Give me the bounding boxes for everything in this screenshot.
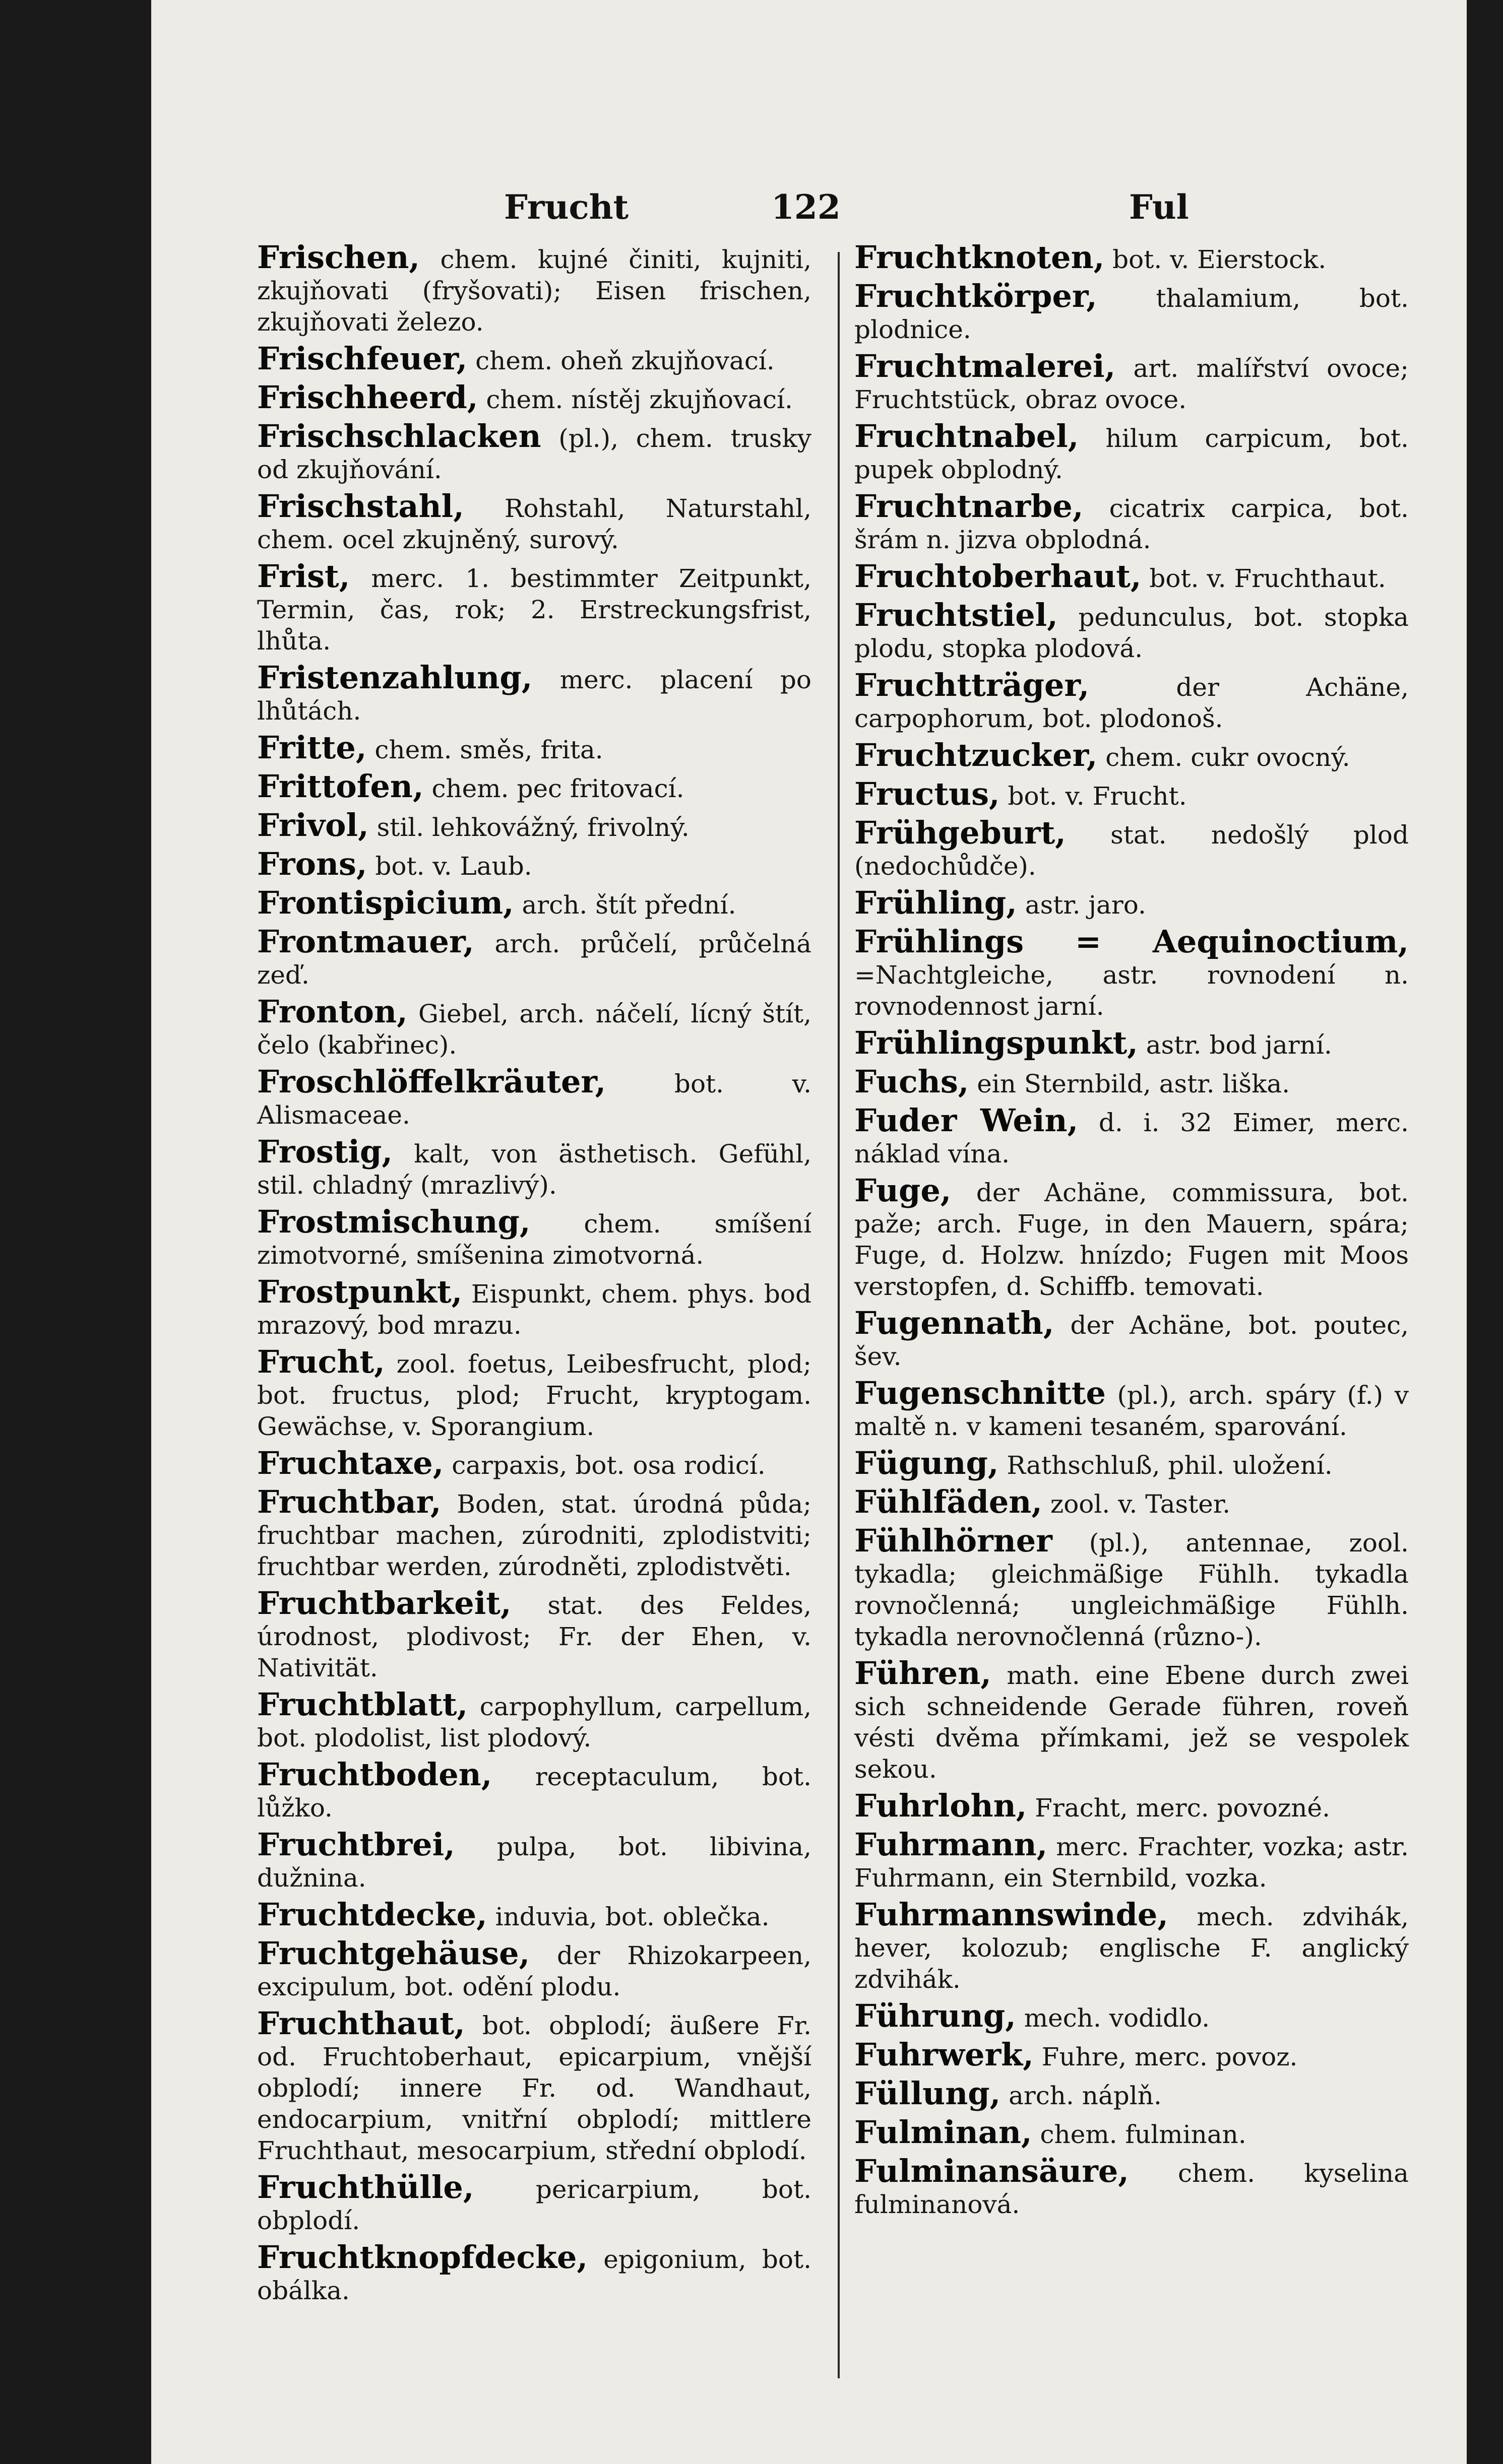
entry-headword: Fruchtknopfdecke,: [257, 2239, 588, 2276]
dictionary-entry: [854, 1063, 1409, 1100]
entry-headword: Frostmischung,: [257, 1203, 531, 1240]
dictionary-entry: [854, 2114, 1409, 2151]
entry-headword: Frontmauer,: [257, 923, 474, 960]
entry-headword: Fruchtaxe,: [257, 1445, 444, 1481]
entry-definition: pulpa, bot. libivina, dužnina.: [257, 1832, 811, 1893]
entry-headword: Fuhrmannswinde,: [854, 1896, 1168, 1933]
dictionary-page: [151, 0, 1467, 2464]
dictionary-entry: [257, 1133, 811, 1201]
entry-headword: Fuge,: [854, 1172, 952, 1209]
entry-definition: Giebel, arch. náčelí, lícný štít, čelo (kabřinec).: [257, 999, 811, 1060]
entry-definition: chem. smíšení zimotvorné, smíšenina zimotvorná.: [257, 1209, 811, 1270]
entry-headword: Frischschlacken: [257, 418, 541, 455]
dictionary-entry: [257, 1935, 811, 2002]
dictionary-entry: [854, 667, 1409, 734]
dictionary-entry: [854, 1102, 1409, 1170]
dictionary-entry: [257, 1273, 811, 1341]
entry-headword: Frischfeuer,: [257, 340, 468, 377]
dictionary-entry: [854, 2036, 1409, 2073]
entry-headword: Fuhrwerk,: [854, 2036, 1034, 2073]
entry-headword: Führung,: [854, 1997, 1016, 2034]
dictionary-entry: [854, 1305, 1409, 1372]
dictionary-entry: [257, 1063, 811, 1131]
dictionary-entry: [854, 278, 1409, 345]
entry-definition: stat. nedošlý plod (nedochůdče).: [854, 820, 1409, 881]
entry-definition: d. i. 32 Eimer, merc. náklad vína.: [854, 1108, 1409, 1169]
entry-definition: cicatrix carpica, bot. šrám n. jizva obplodná.: [854, 494, 1409, 554]
entry-definition: carpaxis, bot. osa rodicí.: [444, 1451, 766, 1480]
entry-headword: Führen,: [854, 1655, 991, 1692]
dictionary-entry: [854, 1172, 1409, 1302]
entry-definition: merc. Frachter, vozka; astr. Fuhrmann, ein Sternbild, vozka.: [854, 1832, 1409, 1893]
entry-definition: chem. oheň zkujňovací.: [467, 346, 775, 375]
entry-headword: Fruchtoberhaut,: [854, 558, 1142, 595]
entry-definition: (pl.), antennae, zool. tykadla; gleichmäßige Fühlh. tykadla rovnočlenná; ungleichmäßige Fühlh. tykadla nerovnočlenná (různo-).: [854, 1528, 1409, 1651]
entry-headword: Fructus,: [854, 775, 1000, 812]
entry-definition: chem. kyselina fulminanová.: [854, 2159, 1409, 2219]
dictionary-entry: [854, 1445, 1409, 1481]
entry-headword: Fritte,: [257, 729, 367, 766]
entry-headword: Frostig,: [257, 1133, 393, 1170]
dictionary-entry: [257, 1756, 811, 1824]
entry-headword: Fuhrlohn,: [854, 1787, 1027, 1824]
entry-headword: Fruchthaut,: [257, 2005, 465, 2042]
entry-headword: Fruchtmalerei,: [854, 348, 1116, 384]
dictionary-entry: [854, 737, 1409, 773]
entry-headword: Frivol,: [257, 807, 369, 844]
entry-headword: Fugennath,: [854, 1305, 1054, 1341]
entry-headword: Fühlhörner: [854, 1522, 1052, 1559]
entry-definition: Fuhre, merc. povoz.: [1033, 2042, 1298, 2071]
entry-headword: Fugenschnitte: [854, 1375, 1106, 1411]
dictionary-entry: [854, 923, 1409, 1022]
entry-definition: bot. v. Alismaceae.: [257, 1069, 811, 1130]
entry-headword: Fruchtkörper,: [854, 278, 1097, 314]
entry-definition: (pl.), chem. trusky od zkujňování.: [257, 424, 811, 484]
entry-definition: der Achäne, commissura, bot. paže; arch. Fuge, in den Mauern, spára; Fuge, d. Holzw. hnízdo; Fugen mit Moos verstopfen, d. Schiffb. temovati.: [854, 1178, 1409, 1301]
dictionary-entry: [257, 2169, 811, 2236]
dictionary-entry: [257, 1203, 811, 1271]
dictionary-entry: [854, 884, 1409, 921]
entry-headword: Fulminansäure,: [854, 2153, 1129, 2189]
dictionary-entry: [257, 768, 811, 805]
entry-definition: mech. zdvihák, hever, kolozub; englische F. anglický zdvihák.: [854, 1902, 1409, 1994]
entry-headword: Frühgeburt,: [854, 814, 1066, 851]
dictionary-entry: [257, 1445, 811, 1481]
dictionary-entry: [257, 1686, 811, 1754]
dictionary-entry: [854, 1375, 1409, 1442]
entry-headword: Fuchs,: [854, 1063, 969, 1100]
entry-headword: Fühlfäden,: [854, 1483, 1042, 1520]
entry-definition: induvia, bot. oblečka.: [487, 1902, 770, 1931]
entry-definition: chem. pec fritovací.: [423, 774, 684, 803]
dictionary-entry: [854, 558, 1409, 595]
entry-definition: merc. placení po lhůtách.: [257, 665, 811, 726]
dictionary-entry: [854, 1522, 1409, 1652]
entry-definition: stil. lehkovážný, frivolný.: [368, 813, 690, 842]
right-column: [854, 239, 1409, 2409]
entry-definition: Boden, stat. úrodná půda; fruchtbar machen, zúrodniti, zplodistviti; fruchtbar werden, zúrodněti, zplodistvěti.: [257, 1489, 811, 1581]
entry-headword: Fruchtbarkeit,: [257, 1585, 512, 1622]
entry-headword: Füllung,: [854, 2075, 1001, 2112]
entry-headword: Fruchtbar,: [257, 1483, 442, 1520]
entry-headword: Fulminan,: [854, 2114, 1032, 2151]
dictionary-entry: [854, 814, 1409, 882]
entry-headword: Fruchthülle,: [257, 2169, 474, 2206]
entry-definition: arch. náplň.: [1000, 2081, 1162, 2110]
entry-definition: stat. des Feldes, úrodnost, plodivost; Fr. der Ehen, v. Nativität.: [257, 1591, 811, 1682]
entry-definition: bot. obplodí; äußere Fr. od. Fruchtoberhaut, epicarpium, vnější obplodí; innere Fr. od. Wandhaut, endocarpium, vnitřní obplodí; mittlere Fruchthaut, mesocarpium, střední obplodí.: [257, 2011, 811, 2165]
entry-definition: astr. jaro.: [1017, 890, 1146, 920]
entry-definition: bot. v. Eierstock.: [1104, 245, 1327, 274]
dictionary-entry: [257, 418, 811, 485]
entry-headword: Frischen,: [257, 239, 420, 276]
header-right-guideword: Ful: [1129, 187, 1189, 227]
dictionary-entry: [854, 239, 1409, 276]
entry-headword: Frist,: [257, 558, 350, 595]
entry-headword: Fruchtblatt,: [257, 1686, 468, 1723]
dictionary-entry: [854, 348, 1409, 415]
entry-definition: bot. v. Frucht.: [999, 782, 1187, 811]
dictionary-entry: [257, 1343, 811, 1442]
entry-definition: hilum carpicum, bot. pupek obplodný.: [854, 424, 1409, 484]
dictionary-entry: [257, 729, 811, 766]
header-left-guideword: Frucht: [504, 187, 629, 227]
entry-headword: Frittofen,: [257, 768, 424, 805]
dictionary-entry: [854, 1024, 1409, 1061]
entry-definition: astr. bod jarní.: [1138, 1030, 1332, 1060]
left-column: [257, 239, 811, 2409]
entry-definition: Eispunkt, chem. phys. bod mrazový, bod mrazu.: [257, 1279, 811, 1340]
entry-definition: epigonium, bot. obálka.: [257, 2245, 811, 2305]
entry-definition: (pl.), arch. spáry (f.) v maltě n. v kameni tesaném, sparování.: [854, 1381, 1409, 1441]
entry-definition: receptaculum, bot. lůžko.: [257, 1762, 811, 1823]
entry-headword: Frühlingspunkt,: [854, 1024, 1138, 1061]
entry-headword: Frontispicium,: [257, 884, 514, 921]
entry-definition: Rohstahl, Naturstahl, chem. ocel zkujněný, surový.: [257, 494, 811, 554]
entry-definition: der Achäne, carpophorum, bot. plodonoš.: [854, 673, 1409, 733]
entry-headword: Fruchtzucker,: [854, 737, 1098, 773]
entry-headword: Fruchtboden,: [257, 1756, 492, 1793]
entry-headword: Fuhrmann,: [854, 1826, 1048, 1863]
entry-definition: chem. směs, frita.: [366, 735, 603, 764]
entry-definition: chem. fulminan.: [1032, 2120, 1246, 2149]
dictionary-entry: [854, 1655, 1409, 1785]
dictionary-entry: [854, 597, 1409, 664]
entry-definition: der Achäne, bot. poutec, šev.: [854, 1311, 1409, 1371]
entry-headword: Fruchtnarbe,: [854, 488, 1084, 525]
dictionary-entry: [257, 239, 811, 338]
dictionary-entry: [257, 1483, 811, 1582]
column-divider: [838, 252, 840, 2378]
entry-headword: Froschlöffelkräuter,: [257, 1063, 606, 1100]
dictionary-entry: [854, 418, 1409, 485]
dictionary-entry: [257, 884, 811, 921]
dictionary-entry: [257, 340, 811, 377]
dictionary-entry: [257, 993, 811, 1061]
entry-definition: =Nachtgleiche, astr. rovnodení n. rovnodennost jarní.: [854, 960, 1409, 1021]
dictionary-entry: [854, 488, 1409, 555]
entry-definition: zool. foetus, Leibesfrucht, plod; bot. fructus, plod; Frucht, kryptogam. Gewächse, v. Sporangium.: [257, 1349, 811, 1441]
entry-definition: chem. kujné činiti, kujniti, zkujňovati (fryšovati); Eisen frischen, zkujňovati železo.: [257, 245, 811, 337]
entry-definition: merc. 1. bestimmter Zeitpunkt, Termin, čas, rok; 2. Erstreckungsfrist, lhůta.: [257, 564, 811, 656]
entry-definition: art. malířství ovoce; Fruchtstück, obraz ovoce.: [854, 354, 1409, 414]
dictionary-entry: [854, 1787, 1409, 1824]
dictionary-entry: [854, 775, 1409, 812]
entry-definition: der Rhizokarpeen, excipulum, bot. odění plodu.: [257, 1941, 811, 2001]
dictionary-entry: [257, 659, 811, 727]
entry-headword: Fristenzahlung,: [257, 659, 533, 696]
entry-headword: Frostpunkt,: [257, 1273, 463, 1310]
entry-headword: Fuder Wein,: [854, 1102, 1079, 1139]
entry-definition: zool. v. Taster.: [1042, 1489, 1231, 1519]
entry-definition: bot. v. Fruchthaut.: [1141, 564, 1386, 593]
dictionary-entry: [257, 846, 811, 882]
entry-definition: thalamium, bot. plodnice.: [854, 284, 1409, 344]
dictionary-entry: [257, 379, 811, 416]
entry-definition: ein Sternbild, astr. liška.: [969, 1069, 1290, 1098]
entry-definition: chem. nístěj zkujňovací.: [478, 385, 793, 414]
entry-headword: Frischheerd,: [257, 379, 478, 416]
entry-definition: Rathschluß, phil. uložení.: [998, 1451, 1333, 1480]
entry-definition: bot. v. Laub.: [367, 852, 532, 881]
entry-headword: Fügung,: [854, 1445, 999, 1481]
entry-definition: kalt, von ästhetisch. Gefühl, stil. chladný (mrazlivý).: [257, 1139, 811, 1200]
entry-headword: Frühlings = Aequinoctium,: [854, 923, 1409, 960]
entry-headword: Fruchtknoten,: [854, 239, 1105, 276]
dictionary-entry: [257, 807, 811, 844]
entry-definition: pericarpium, bot. obplodí.: [257, 2175, 811, 2235]
dictionary-entry: [257, 1826, 811, 1894]
dictionary-entry: [854, 1997, 1409, 2034]
dictionary-entry: [854, 2153, 1409, 2220]
dictionary-entry: [257, 2005, 811, 2166]
entry-definition: math. eine Ebene durch zwei sich schneidende Gerade führen, roveň vésti dvěma přímkami, jež se vespolek sekou.: [854, 1661, 1409, 1784]
dictionary-entry: [257, 923, 811, 991]
entry-definition: pedunculus, bot. stopka plodu, stopka plodová.: [854, 603, 1409, 663]
dictionary-entry: [854, 1483, 1409, 1520]
dictionary-entry: [854, 2075, 1409, 2112]
dictionary-entry: [257, 1896, 811, 1933]
entry-headword: Frühling,: [854, 884, 1017, 921]
dictionary-entry: [854, 1896, 1409, 1995]
entry-definition: chem. cukr ovocný.: [1097, 743, 1350, 772]
entry-definition: mech. vodidlo.: [1016, 2003, 1210, 2033]
dictionary-entry: [257, 1585, 811, 1683]
entry-headword: Frucht,: [257, 1343, 385, 1380]
page-number: 122: [771, 187, 841, 227]
entry-definition: arch. průčelí, průčelná zeď.: [257, 929, 811, 990]
entry-headword: Frischstahl,: [257, 488, 464, 525]
entry-headword: Fruchtstiel,: [854, 597, 1058, 633]
dictionary-entry: [257, 488, 811, 555]
entry-definition: carpophyllum, carpellum, bot. plodolist, list plodový.: [257, 1692, 811, 1753]
dictionary-entry: [257, 558, 811, 657]
entry-headword: Fruchtbrei,: [257, 1826, 455, 1863]
entry-definition: arch. štít přední.: [514, 890, 736, 920]
entry-definition: Fracht, merc. povozné.: [1027, 1793, 1330, 1823]
entry-headword: Fruchtträger,: [854, 667, 1090, 703]
dictionary-entry: [257, 2239, 811, 2306]
entry-headword: Fronton,: [257, 993, 408, 1030]
dictionary-entry: [854, 1826, 1409, 1894]
entry-headword: Fruchtnabel,: [854, 418, 1079, 455]
entry-headword: Fruchtgehäuse,: [257, 1935, 530, 1972]
entry-headword: Frons,: [257, 846, 367, 882]
page-header: [151, 187, 1467, 243]
entry-headword: Fruchtdecke,: [257, 1896, 487, 1933]
